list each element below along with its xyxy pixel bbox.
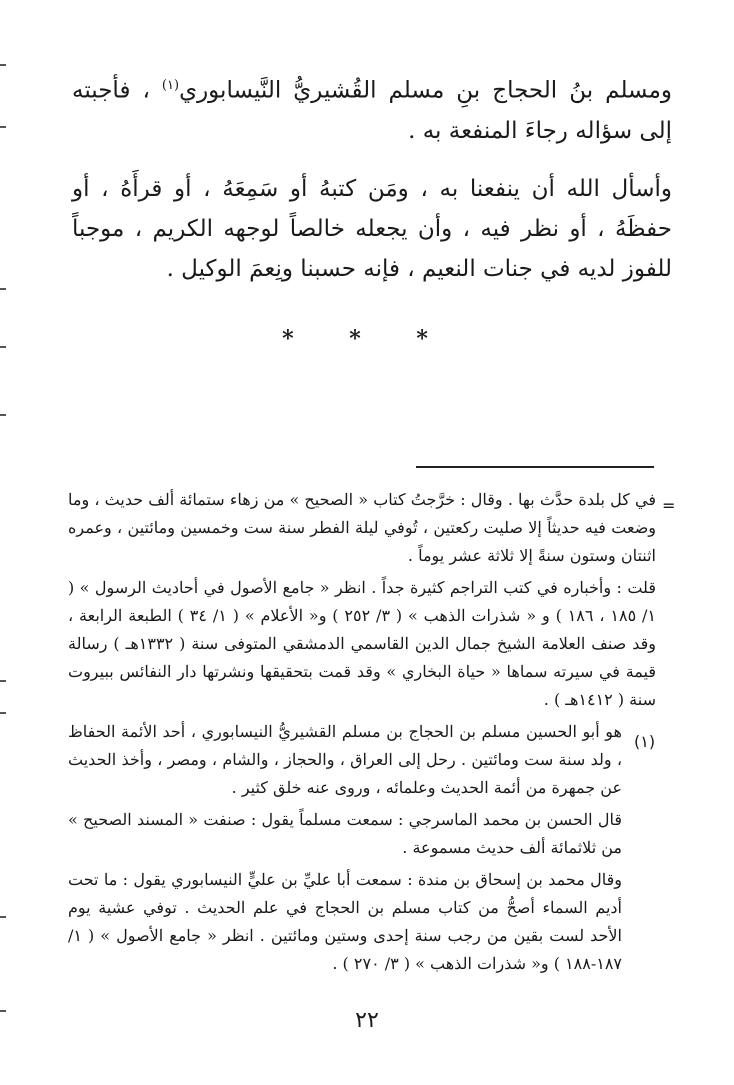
scan-edge-mark <box>0 64 6 66</box>
footnote-continuation-1: في كل بلدة حدَّث بها . وقال : خرَّجتُ كتاب « الصحيح » من زهاء ستمائة ألف حديث ، وما وضعت فيه حديثاً إلا صليت ركعتين ، تُوفي ليلة الفطر سنة ست وخمسين ومائتين ، وعمره اثنتان وستون سنةً إلا ثلاثة عشر يوماً . <box>68 490 657 565</box>
main-paragraph-2: وأسأل الله أن ينفعنا به ، ومَن كتبهُ أو سَمِعَهُ ، أو قرأَهُ ، أو حفظَهُ ، أو نظر فيه ، وأن يجعله خالصاً لوجهه الكريم ، موجباً للفوز لديه في جنات النعيم ، فإنه حسبنا ونِعمَ الوكيل . <box>72 175 672 282</box>
main-line-1a: ومسلم بنُ الحجاج بنِ مسلم القُشيريُّ النَّيسابوري <box>179 77 673 104</box>
scan-edge-mark <box>0 414 6 416</box>
footnote-continuation-2: قلت : وأخباره في كتب التراجم كثيرة جداً . انظر « جامع الأصول في أحاديث الرسول » ( ١/ ١٨٥ ، ١٨٦ ) و « شذرات الذهب » ( ٣/ ٢٥٢ ) و« الأعلام » ( ١/ ٣٤ ) الطبعة الرابعة ، وقد صنف العلامة الشيخ جمال الدين القاسمي الدمشقي المتوفى سنة ( ١٣٣٢هـ ) رسالة قيمة في سيرته سماها « حياة البخاري » وقد قمت بتحقيقها ونشرتها دار النفائس ببيروت سنة ( ١٤١٢هـ ) . <box>68 578 657 709</box>
scan-edge-mark <box>0 712 6 714</box>
footnote-1-text-b: قال الحسن بن محمد الماسرجي : سمعت مسلماً يقول : صنفت « المسند الصحيح » من ثلاثمائة ألف حديث مسموعة . <box>68 810 622 857</box>
continuation-marker: = <box>662 496 676 515</box>
scan-edge-mark <box>0 288 6 290</box>
footnote-1-marker: (١) <box>634 732 656 751</box>
scan-edge-mark <box>0 126 6 128</box>
main-paragraph-1 <box>72 66 672 151</box>
footnote-reference: (١) <box>161 78 180 93</box>
page-number: ٢٢ <box>355 1008 379 1033</box>
scan-edge-mark <box>0 680 6 682</box>
footnote-1-text-c: وقال محمد بن إسحاق بن مندة : سمعت أبا عليِّ بن عليٍّ النيسابوري يقول : ما تحت أديم السماء أصحُّ من كتاب مسلم بن الحجاج في علم الحديث . توفي عشية يوم الأحد لست بقين من رجب سنة إحدى وستين ومائتين . انظر « جامع الأصول » ( ١/ ١٨٧-١٨٨ ) و« شذرات الذهب » ( ٣/ ٢٧٠ ) . <box>68 870 622 973</box>
footnote-rule <box>416 466 654 468</box>
scan-edge-mark <box>0 916 6 918</box>
footnote-1-text-a: هو أبو الحسين مسلم بن الحجاج بن مسلم القشيريُّ النيسابوري ، أحد الأئمة الحفاظ ، ولد سنة ست ومائتين . رحل إلى العراق ، والحجاز ، والشام ، ومصر ، وأخذ الحديث عن جمهرة من أئمة الحديث وعلمائه ، وروى عنه خلق كثير . <box>68 722 622 797</box>
footnotes <box>68 486 656 978</box>
section-separator: * * * <box>282 326 452 352</box>
main-text <box>72 66 672 289</box>
main-line-1b: ، فأجبته إلى سؤاله رجاءَ المنفعة به . <box>72 77 672 144</box>
